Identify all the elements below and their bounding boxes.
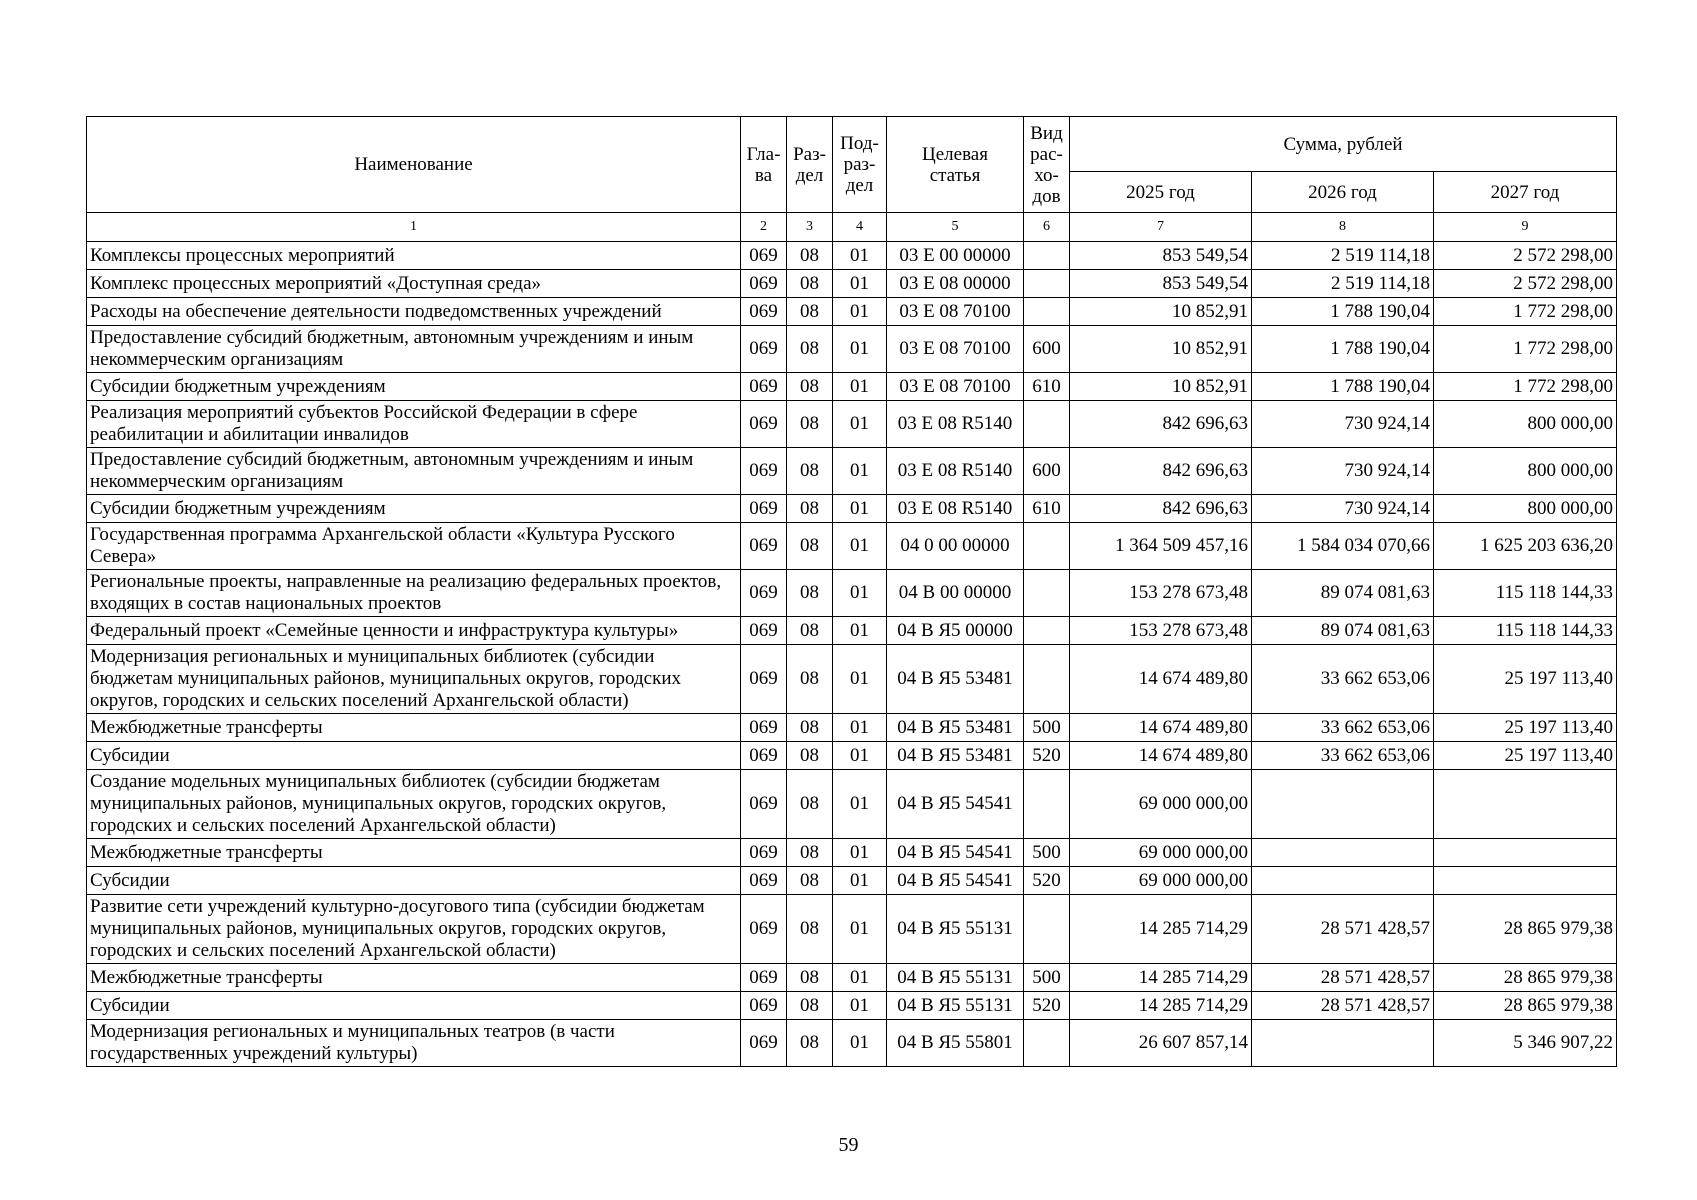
table-row	[87, 770, 1617, 839]
table-row	[87, 867, 1617, 895]
row-subsection: 01	[833, 742, 887, 770]
table-row	[87, 270, 1617, 298]
row-target-article: 04 В Я5 00000	[887, 617, 1024, 645]
table-row	[87, 298, 1617, 326]
row-sum-2027: 28 865 979,38	[1434, 992, 1617, 1020]
row-sum-2026: 730 924,14	[1252, 448, 1434, 495]
row-sum-2025: 853 549,54	[1070, 270, 1252, 298]
row-sum-2025: 842 696,63	[1070, 495, 1252, 523]
row-sum-2027: 2 572 298,00	[1434, 270, 1617, 298]
row-chapter: 069	[741, 523, 787, 570]
row-name: Комплекс процессных мероприятий «Доступная среда»	[87, 270, 741, 298]
row-target-article: 04 В Я5 53481	[887, 645, 1024, 714]
row-subsection: 01	[833, 298, 887, 326]
row-sum-2026: 730 924,14	[1252, 401, 1434, 448]
row-expense-type: 600	[1024, 326, 1070, 373]
row-subsection: 01	[833, 373, 887, 401]
row-subsection: 01	[833, 523, 887, 570]
table-row	[87, 839, 1617, 867]
row-expense-type	[1024, 645, 1070, 714]
row-expense-type: 610	[1024, 495, 1070, 523]
row-chapter: 069	[741, 1020, 787, 1067]
row-expense-type	[1024, 270, 1070, 298]
row-sum-2026: 730 924,14	[1252, 495, 1434, 523]
row-sum-2025: 842 696,63	[1070, 448, 1252, 495]
row-section: 08	[787, 645, 833, 714]
row-name: Реализация мероприятий субъектов Российской Федерации в сфере реабилитации и абилитации инвалидов	[87, 401, 741, 448]
row-target-article: 04 В Я5 55131	[887, 992, 1024, 1020]
row-section: 08	[787, 373, 833, 401]
header-row	[87, 117, 1617, 172]
row-chapter: 069	[741, 495, 787, 523]
row-sum-2027: 28 865 979,38	[1434, 964, 1617, 992]
row-section: 08	[787, 742, 833, 770]
row-name: Региональные проекты, направленные на реализацию федеральных проектов, входящих в состав национальных проектов	[87, 570, 741, 617]
row-sum-2026: 28 571 428,57	[1252, 992, 1434, 1020]
row-target-article: 03 Е 08 00000	[887, 270, 1024, 298]
row-name: Модернизация региональных и муниципальных театров (в части государственных учреждений культуры)	[87, 1020, 741, 1067]
row-chapter: 069	[741, 714, 787, 742]
row-subsection: 01	[833, 326, 887, 373]
row-section: 08	[787, 270, 833, 298]
row-section: 08	[787, 839, 833, 867]
row-section: 08	[787, 867, 833, 895]
row-section: 08	[787, 895, 833, 964]
table-row	[87, 448, 1617, 495]
row-sum-2026: 33 662 653,06	[1252, 714, 1434, 742]
row-sum-2025: 14 285 714,29	[1070, 964, 1252, 992]
row-name: Межбюджетные трансферты	[87, 839, 741, 867]
row-section: 08	[787, 992, 833, 1020]
header-sum: Сумма, рублей	[1070, 117, 1617, 172]
table-row	[87, 964, 1617, 992]
row-sum-2025: 14 285 714,29	[1070, 895, 1252, 964]
row-target-article: 04 В Я5 54541	[887, 867, 1024, 895]
row-expense-type	[1024, 895, 1070, 964]
row-target-article: 04 В Я5 55801	[887, 1020, 1024, 1067]
row-name: Субсидии	[87, 867, 741, 895]
header-year-2026: 2026 год	[1252, 172, 1434, 213]
table-row	[87, 570, 1617, 617]
row-sum-2025: 842 696,63	[1070, 401, 1252, 448]
row-expense-type	[1024, 570, 1070, 617]
row-name: Государственная программа Архангельской области «Культура Русского Севера»	[87, 523, 741, 570]
row-chapter: 069	[741, 770, 787, 839]
row-sum-2026: 1 788 190,04	[1252, 298, 1434, 326]
header-year-2025: 2025 год	[1070, 172, 1252, 213]
page-number: 59	[838, 1134, 859, 1156]
row-sum-2027: 800 000,00	[1434, 448, 1617, 495]
header-target-article: Целевая статья	[887, 117, 1024, 213]
row-subsection: 01	[833, 617, 887, 645]
row-target-article: 04 0 00 00000	[887, 523, 1024, 570]
row-sum-2027: 1 772 298,00	[1434, 373, 1617, 401]
row-subsection: 01	[833, 448, 887, 495]
row-sum-2027: 2 572 298,00	[1434, 242, 1617, 270]
row-chapter: 069	[741, 242, 787, 270]
row-sum-2027: 25 197 113,40	[1434, 645, 1617, 714]
row-chapter: 069	[741, 298, 787, 326]
row-target-article: 03 Е 08 70100	[887, 326, 1024, 373]
row-expense-type: 520	[1024, 742, 1070, 770]
row-name: Развитие сети учреждений культурно-досугового типа (субсидии бюджетам муниципальных районов, муниципальных округов, городских округов, городских и сельских поселений Архангельской области)	[87, 895, 741, 964]
row-section: 08	[787, 495, 833, 523]
table-row	[87, 326, 1617, 373]
row-sum-2026: 33 662 653,06	[1252, 645, 1434, 714]
row-section: 08	[787, 617, 833, 645]
row-chapter: 069	[741, 270, 787, 298]
row-name: Федеральный проект «Семейные ценности и инфраструктура культуры»	[87, 617, 741, 645]
row-sum-2026: 1 788 190,04	[1252, 326, 1434, 373]
row-sum-2026: 89 074 081,63	[1252, 570, 1434, 617]
row-sum-2027	[1434, 770, 1617, 839]
table-row	[87, 1020, 1617, 1067]
row-sum-2026	[1252, 770, 1434, 839]
column-number: 2	[741, 213, 787, 242]
row-chapter: 069	[741, 742, 787, 770]
column-number: 3	[787, 213, 833, 242]
row-sum-2025: 14 674 489,80	[1070, 645, 1252, 714]
row-sum-2026: 2 519 114,18	[1252, 270, 1434, 298]
row-sum-2025: 69 000 000,00	[1070, 839, 1252, 867]
row-section: 08	[787, 401, 833, 448]
table-row	[87, 895, 1617, 964]
row-expense-type: 500	[1024, 839, 1070, 867]
row-expense-type	[1024, 401, 1070, 448]
row-expense-type: 500	[1024, 714, 1070, 742]
row-name: Предоставление субсидий бюджетным, автономным учреждениям и иным некоммерческим организациям	[87, 448, 741, 495]
row-chapter: 069	[741, 448, 787, 495]
table-row	[87, 242, 1617, 270]
row-name: Предоставление субсидий бюджетным, автономным учреждениям и иным некоммерческим организациям	[87, 326, 741, 373]
row-expense-type: 500	[1024, 964, 1070, 992]
column-number: 1	[87, 213, 741, 242]
row-sum-2026: 28 571 428,57	[1252, 895, 1434, 964]
row-sum-2026: 2 519 114,18	[1252, 242, 1434, 270]
row-section: 08	[787, 770, 833, 839]
header-section: Раз- дел	[787, 117, 833, 213]
row-name: Субсидии	[87, 992, 741, 1020]
row-sum-2026: 1 584 034 070,66	[1252, 523, 1434, 570]
row-sum-2026: 1 788 190,04	[1252, 373, 1434, 401]
row-name: Создание модельных муниципальных библиотек (субсидии бюджетам муниципальных районов, муниципальных округов, городских округов, городских и сельских поселений Архангельской области)	[87, 770, 741, 839]
row-subsection: 01	[833, 895, 887, 964]
row-subsection: 01	[833, 770, 887, 839]
column-number: 8	[1252, 213, 1434, 242]
row-expense-type: 520	[1024, 867, 1070, 895]
row-subsection: 01	[833, 570, 887, 617]
row-target-article: 04 В 00 00000	[887, 570, 1024, 617]
row-sum-2025: 69 000 000,00	[1070, 770, 1252, 839]
row-name: Субсидии бюджетным учреждениям	[87, 373, 741, 401]
row-target-article: 03 Е 00 00000	[887, 242, 1024, 270]
row-subsection: 01	[833, 964, 887, 992]
column-number: 9	[1434, 213, 1617, 242]
row-target-article: 03 Е 08 R5140	[887, 495, 1024, 523]
row-chapter: 069	[741, 570, 787, 617]
table-row	[87, 645, 1617, 714]
row-sum-2025: 69 000 000,00	[1070, 867, 1252, 895]
column-number: 4	[833, 213, 887, 242]
row-expense-type: 600	[1024, 448, 1070, 495]
row-expense-type: 520	[1024, 992, 1070, 1020]
row-expense-type: 610	[1024, 373, 1070, 401]
row-sum-2025: 14 285 714,29	[1070, 992, 1252, 1020]
row-section: 08	[787, 570, 833, 617]
row-subsection: 01	[833, 1020, 887, 1067]
table-row	[87, 617, 1617, 645]
row-sum-2026: 33 662 653,06	[1252, 742, 1434, 770]
column-number: 6	[1024, 213, 1070, 242]
row-chapter: 069	[741, 401, 787, 448]
row-chapter: 069	[741, 992, 787, 1020]
header-year-2027: 2027 год	[1434, 172, 1617, 213]
row-target-article: 04 В Я5 53481	[887, 714, 1024, 742]
row-sum-2025: 153 278 673,48	[1070, 617, 1252, 645]
row-name: Модернизация региональных и муниципальных библиотек (субсидии бюджетам муниципальных районов, муниципальных округов, городских округов, городских и сельских поселений Архангельской области)	[87, 645, 741, 714]
row-name: Комплексы процессных мероприятий	[87, 242, 741, 270]
column-number: 5	[887, 213, 1024, 242]
row-sum-2025: 153 278 673,48	[1070, 570, 1252, 617]
row-subsection: 01	[833, 270, 887, 298]
budget-table	[86, 116, 1617, 1067]
table-row	[87, 742, 1617, 770]
table-row	[87, 992, 1617, 1020]
table-row	[87, 495, 1617, 523]
row-sum-2025: 10 852,91	[1070, 373, 1252, 401]
header-chapter: Гла- ва	[741, 117, 787, 213]
row-expense-type	[1024, 770, 1070, 839]
row-chapter: 069	[741, 964, 787, 992]
header-subsection: Под- раз- дел	[833, 117, 887, 213]
row-target-article: 04 В Я5 55131	[887, 964, 1024, 992]
row-sum-2025: 10 852,91	[1070, 326, 1252, 373]
row-chapter: 069	[741, 373, 787, 401]
row-chapter: 069	[741, 326, 787, 373]
row-sum-2026: 89 074 081,63	[1252, 617, 1434, 645]
row-sum-2027: 115 118 144,33	[1434, 570, 1617, 617]
row-name: Расходы на обеспечение деятельности подведомственных учреждений	[87, 298, 741, 326]
row-sum-2025: 14 674 489,80	[1070, 714, 1252, 742]
row-sum-2027: 1 625 203 636,20	[1434, 523, 1617, 570]
row-target-article: 04 В Я5 53481	[887, 742, 1024, 770]
header-expense-type: Вид рас- хо- дов	[1024, 117, 1070, 213]
row-sum-2025: 853 549,54	[1070, 242, 1252, 270]
header-name: Наименование	[87, 117, 741, 213]
row-expense-type	[1024, 523, 1070, 570]
row-sum-2027	[1434, 839, 1617, 867]
row-section: 08	[787, 448, 833, 495]
table-row	[87, 373, 1617, 401]
row-sum-2025: 1 364 509 457,16	[1070, 523, 1252, 570]
table-row	[87, 523, 1617, 570]
row-target-article: 04 В Я5 55131	[887, 895, 1024, 964]
row-target-article: 03 Е 08 70100	[887, 373, 1024, 401]
row-sum-2027: 1 772 298,00	[1434, 298, 1617, 326]
row-subsection: 01	[833, 867, 887, 895]
column-number: 7	[1070, 213, 1252, 242]
row-section: 08	[787, 523, 833, 570]
row-section: 08	[787, 242, 833, 270]
row-sum-2026	[1252, 839, 1434, 867]
row-subsection: 01	[833, 839, 887, 867]
row-section: 08	[787, 714, 833, 742]
row-sum-2025: 26 607 857,14	[1070, 1020, 1252, 1067]
column-numbers-row	[87, 213, 1617, 242]
row-chapter: 069	[741, 839, 787, 867]
row-sum-2026	[1252, 867, 1434, 895]
row-sum-2027: 28 865 979,38	[1434, 895, 1617, 964]
row-expense-type	[1024, 242, 1070, 270]
row-subsection: 01	[833, 992, 887, 1020]
row-subsection: 01	[833, 242, 887, 270]
row-expense-type	[1024, 298, 1070, 326]
row-target-article: 03 Е 08 R5140	[887, 448, 1024, 495]
table-row	[87, 714, 1617, 742]
table-row	[87, 401, 1617, 448]
row-target-article: 04 В Я5 54541	[887, 839, 1024, 867]
row-sum-2026: 28 571 428,57	[1252, 964, 1434, 992]
row-sum-2025: 14 674 489,80	[1070, 742, 1252, 770]
row-section: 08	[787, 326, 833, 373]
row-section: 08	[787, 1020, 833, 1067]
row-sum-2027	[1434, 867, 1617, 895]
row-sum-2027: 115 118 144,33	[1434, 617, 1617, 645]
row-subsection: 01	[833, 401, 887, 448]
row-subsection: 01	[833, 645, 887, 714]
row-name: Субсидии	[87, 742, 741, 770]
row-section: 08	[787, 298, 833, 326]
row-chapter: 069	[741, 867, 787, 895]
row-target-article: 03 Е 08 R5140	[887, 401, 1024, 448]
row-chapter: 069	[741, 645, 787, 714]
row-name: Межбюджетные трансферты	[87, 714, 741, 742]
row-chapter: 069	[741, 617, 787, 645]
row-sum-2026	[1252, 1020, 1434, 1067]
row-name: Субсидии бюджетным учреждениям	[87, 495, 741, 523]
row-expense-type	[1024, 1020, 1070, 1067]
row-target-article: 03 Е 08 70100	[887, 298, 1024, 326]
row-expense-type	[1024, 617, 1070, 645]
row-sum-2027: 800 000,00	[1434, 495, 1617, 523]
row-sum-2027: 25 197 113,40	[1434, 742, 1617, 770]
row-target-article: 04 В Я5 54541	[887, 770, 1024, 839]
row-name: Межбюджетные трансферты	[87, 964, 741, 992]
row-sum-2027: 5 346 907,22	[1434, 1020, 1617, 1067]
row-section: 08	[787, 964, 833, 992]
row-subsection: 01	[833, 495, 887, 523]
row-sum-2027: 800 000,00	[1434, 401, 1617, 448]
row-sum-2027: 1 772 298,00	[1434, 326, 1617, 373]
row-sum-2027: 25 197 113,40	[1434, 714, 1617, 742]
row-sum-2025: 10 852,91	[1070, 298, 1252, 326]
row-chapter: 069	[741, 895, 787, 964]
row-subsection: 01	[833, 714, 887, 742]
